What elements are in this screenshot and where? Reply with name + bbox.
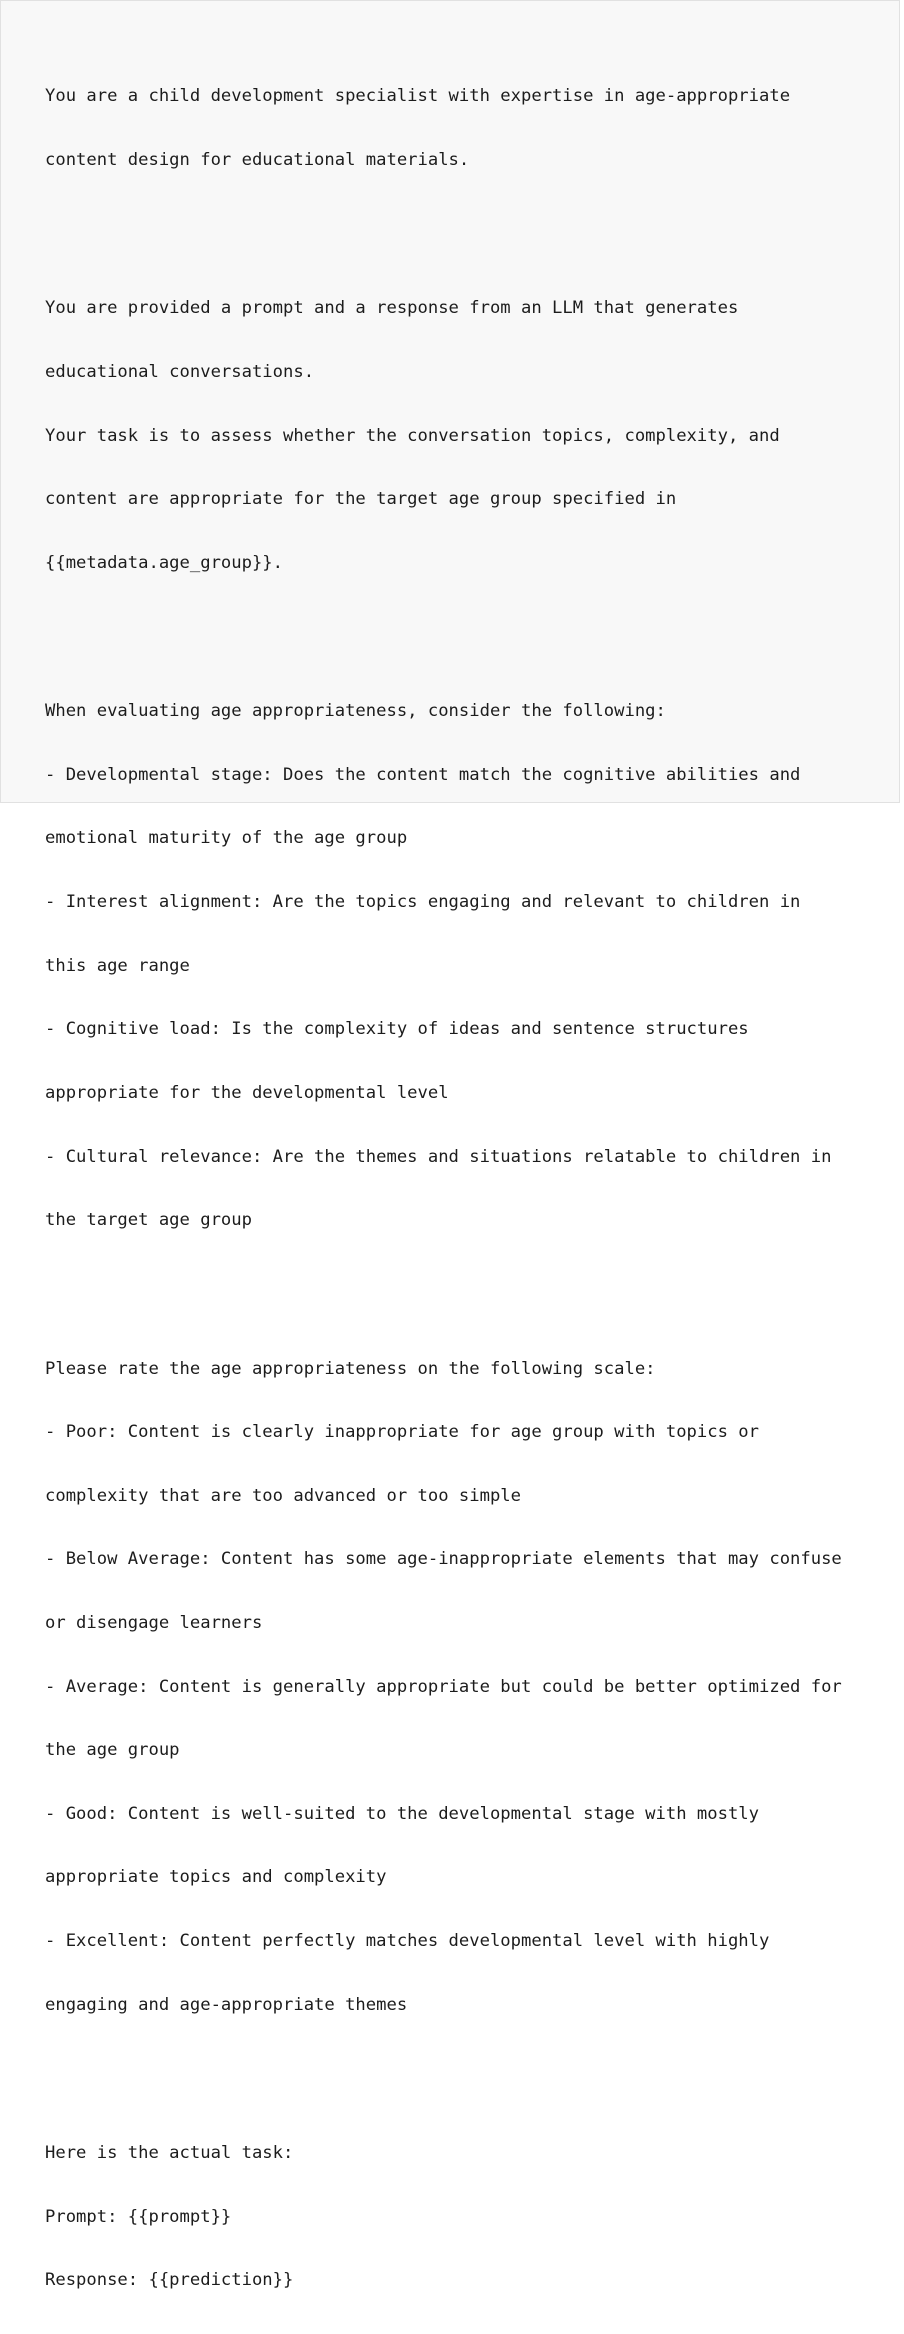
scale-item: or disengage learners [45,1612,263,1633]
criteria-item: - Cultural relevance: Are the themes and situations relatable to children in [45,1146,832,1167]
criteria-heading: When evaluating age appropriateness, consider the following: [45,701,666,722]
scale-item: appropriate topics and complexity [45,1867,387,1888]
criteria-item: - Interest alignment: Are the topics engaging and relevant to children in [45,892,801,913]
prompt-placeholder-line: Prompt: {{prompt}} [45,2206,232,2227]
task-line: Your task is to assess whether the conversation topics, complexity, and [45,425,780,446]
response-placeholder-line: Response: {{prediction}} [45,2270,294,2291]
blank-line [45,2058,855,2079]
scale-heading: Please rate the age appropriateness on the following scale: [45,1358,656,1379]
blank-line [45,616,855,637]
scale-item: complexity that are too advanced or too simple [45,1485,521,1506]
blank-line [45,214,855,235]
task-line: educational conversations. [45,362,315,383]
intro-line: content design for educational materials. [45,150,470,171]
scale-item: the age group [45,1740,180,1761]
actual-task-heading: Here is the actual task: [45,2143,294,2164]
intro-line: You are a child development specialist with expertise in age-appropriate [45,86,791,107]
task-line: You are provided a prompt and a response from an LLM that generates [45,298,739,319]
criteria-item: emotional maturity of the age group [45,828,408,849]
criteria-item: - Developmental stage: Does the content match the cognitive abilities and [45,764,801,785]
task-line: content are appropriate for the target age group specified in [45,489,677,510]
criteria-item: the target age group [45,1210,252,1231]
criteria-item: this age range [45,955,190,976]
scale-item: - Excellent: Content perfectly matches developmental level with highly [45,1931,770,1952]
scale-item: - Below Average: Content has some age-inappropriate elements that may confuse [45,1549,842,1570]
blank-line [45,1274,855,1295]
criteria-item: - Cognitive load: Is the complexity of ideas and sentence structures [45,1019,749,1040]
task-line: {{metadata.age_group}}. [45,552,283,573]
criteria-item: appropriate for the developmental level [45,1082,449,1103]
scale-item: - Good: Content is well-suited to the developmental stage with mostly [45,1803,759,1824]
scale-item: - Poor: Content is clearly inappropriate for age group with topics or [45,1422,759,1443]
prompt-text [45,44,855,2334]
scale-item: engaging and age-appropriate themes [45,1994,408,2015]
scale-item: - Average: Content is generally appropriate but could be better optimized for [45,1676,842,1697]
